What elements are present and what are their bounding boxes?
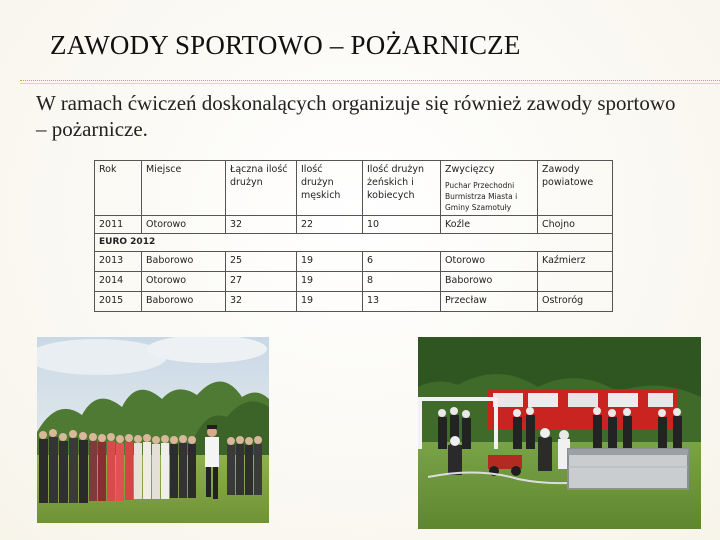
cell-rok: 2013 bbox=[95, 252, 142, 272]
cell-powiatowe bbox=[538, 272, 613, 292]
cell-laczna: 27 bbox=[226, 272, 297, 292]
firefighting-competition-photo bbox=[418, 337, 701, 529]
table-row bbox=[95, 252, 613, 272]
table-row bbox=[95, 292, 613, 312]
header-zwyciezcy bbox=[441, 161, 538, 216]
cell-powiatowe: Kaźmierz bbox=[538, 252, 613, 272]
cell-meskich: 19 bbox=[297, 272, 363, 292]
cell-miejsce: Baborowo bbox=[142, 292, 226, 312]
cell-powiatowe: Ostroróg bbox=[538, 292, 613, 312]
cell-miejsce: Otorowo bbox=[142, 216, 226, 234]
cell-zwyciezcy: Koźle bbox=[441, 216, 538, 234]
cell-meskich: 22 bbox=[297, 216, 363, 234]
header-zenskich: Ilość drużyn żeńskich i kobiecych bbox=[363, 161, 441, 216]
cell-laczna: 25 bbox=[226, 252, 297, 272]
title-divider-secondary bbox=[20, 83, 720, 84]
header-miejsce: Miejsce bbox=[142, 161, 226, 216]
table-row bbox=[95, 216, 613, 234]
cell-zwyciezcy: Przecław bbox=[441, 292, 538, 312]
header-powiatowe: Zawody powiatowe bbox=[538, 161, 613, 216]
team-lineup-photo bbox=[37, 337, 269, 523]
cell-laczna: 32 bbox=[226, 292, 297, 312]
cell-powiatowe: Chojno bbox=[538, 216, 613, 234]
cell-rok: 2011 bbox=[95, 216, 142, 234]
cell-rok: 2015 bbox=[95, 292, 142, 312]
header-rok: Rok bbox=[95, 161, 142, 216]
cell-miejsce: Baborowo bbox=[142, 252, 226, 272]
intro-text: W ramach ćwiczeń doskonalących organizuje się również zawody sportowo – pożarnicze. bbox=[36, 91, 676, 141]
table-row bbox=[95, 272, 613, 292]
cell-zenskich: 8 bbox=[363, 272, 441, 292]
results-table bbox=[94, 160, 613, 312]
cell-zenskich: 6 bbox=[363, 252, 441, 272]
header-zwyciezcy-label: Zwycięzcy bbox=[445, 164, 495, 175]
cell-laczna: 32 bbox=[226, 216, 297, 234]
table-header-row bbox=[95, 161, 613, 216]
euro-label: EURO 2012 bbox=[95, 234, 613, 252]
cell-zwyciezcy: Baborowo bbox=[441, 272, 538, 292]
cell-zwyciezcy: Otorowo bbox=[441, 252, 538, 272]
cell-miejsce: Otorowo bbox=[142, 272, 226, 292]
header-laczna: Łączna ilość drużyn bbox=[226, 161, 297, 216]
cell-rok: 2014 bbox=[95, 272, 142, 292]
page-title: ZAWODY SPORTOWO – POŻARNICZE bbox=[50, 30, 521, 60]
table-row-euro bbox=[95, 234, 613, 252]
cell-meskich: 19 bbox=[297, 292, 363, 312]
title-divider bbox=[20, 80, 720, 81]
cell-zenskich: 10 bbox=[363, 216, 441, 234]
cell-meskich: 19 bbox=[297, 252, 363, 272]
cell-zenskich: 13 bbox=[363, 292, 441, 312]
header-zwyciezcy-sub: Puchar Przechodni Burmistrza Miasta i Gminy Szamotuły bbox=[445, 181, 518, 212]
header-meskich: Ilość drużyn męskich bbox=[297, 161, 363, 216]
